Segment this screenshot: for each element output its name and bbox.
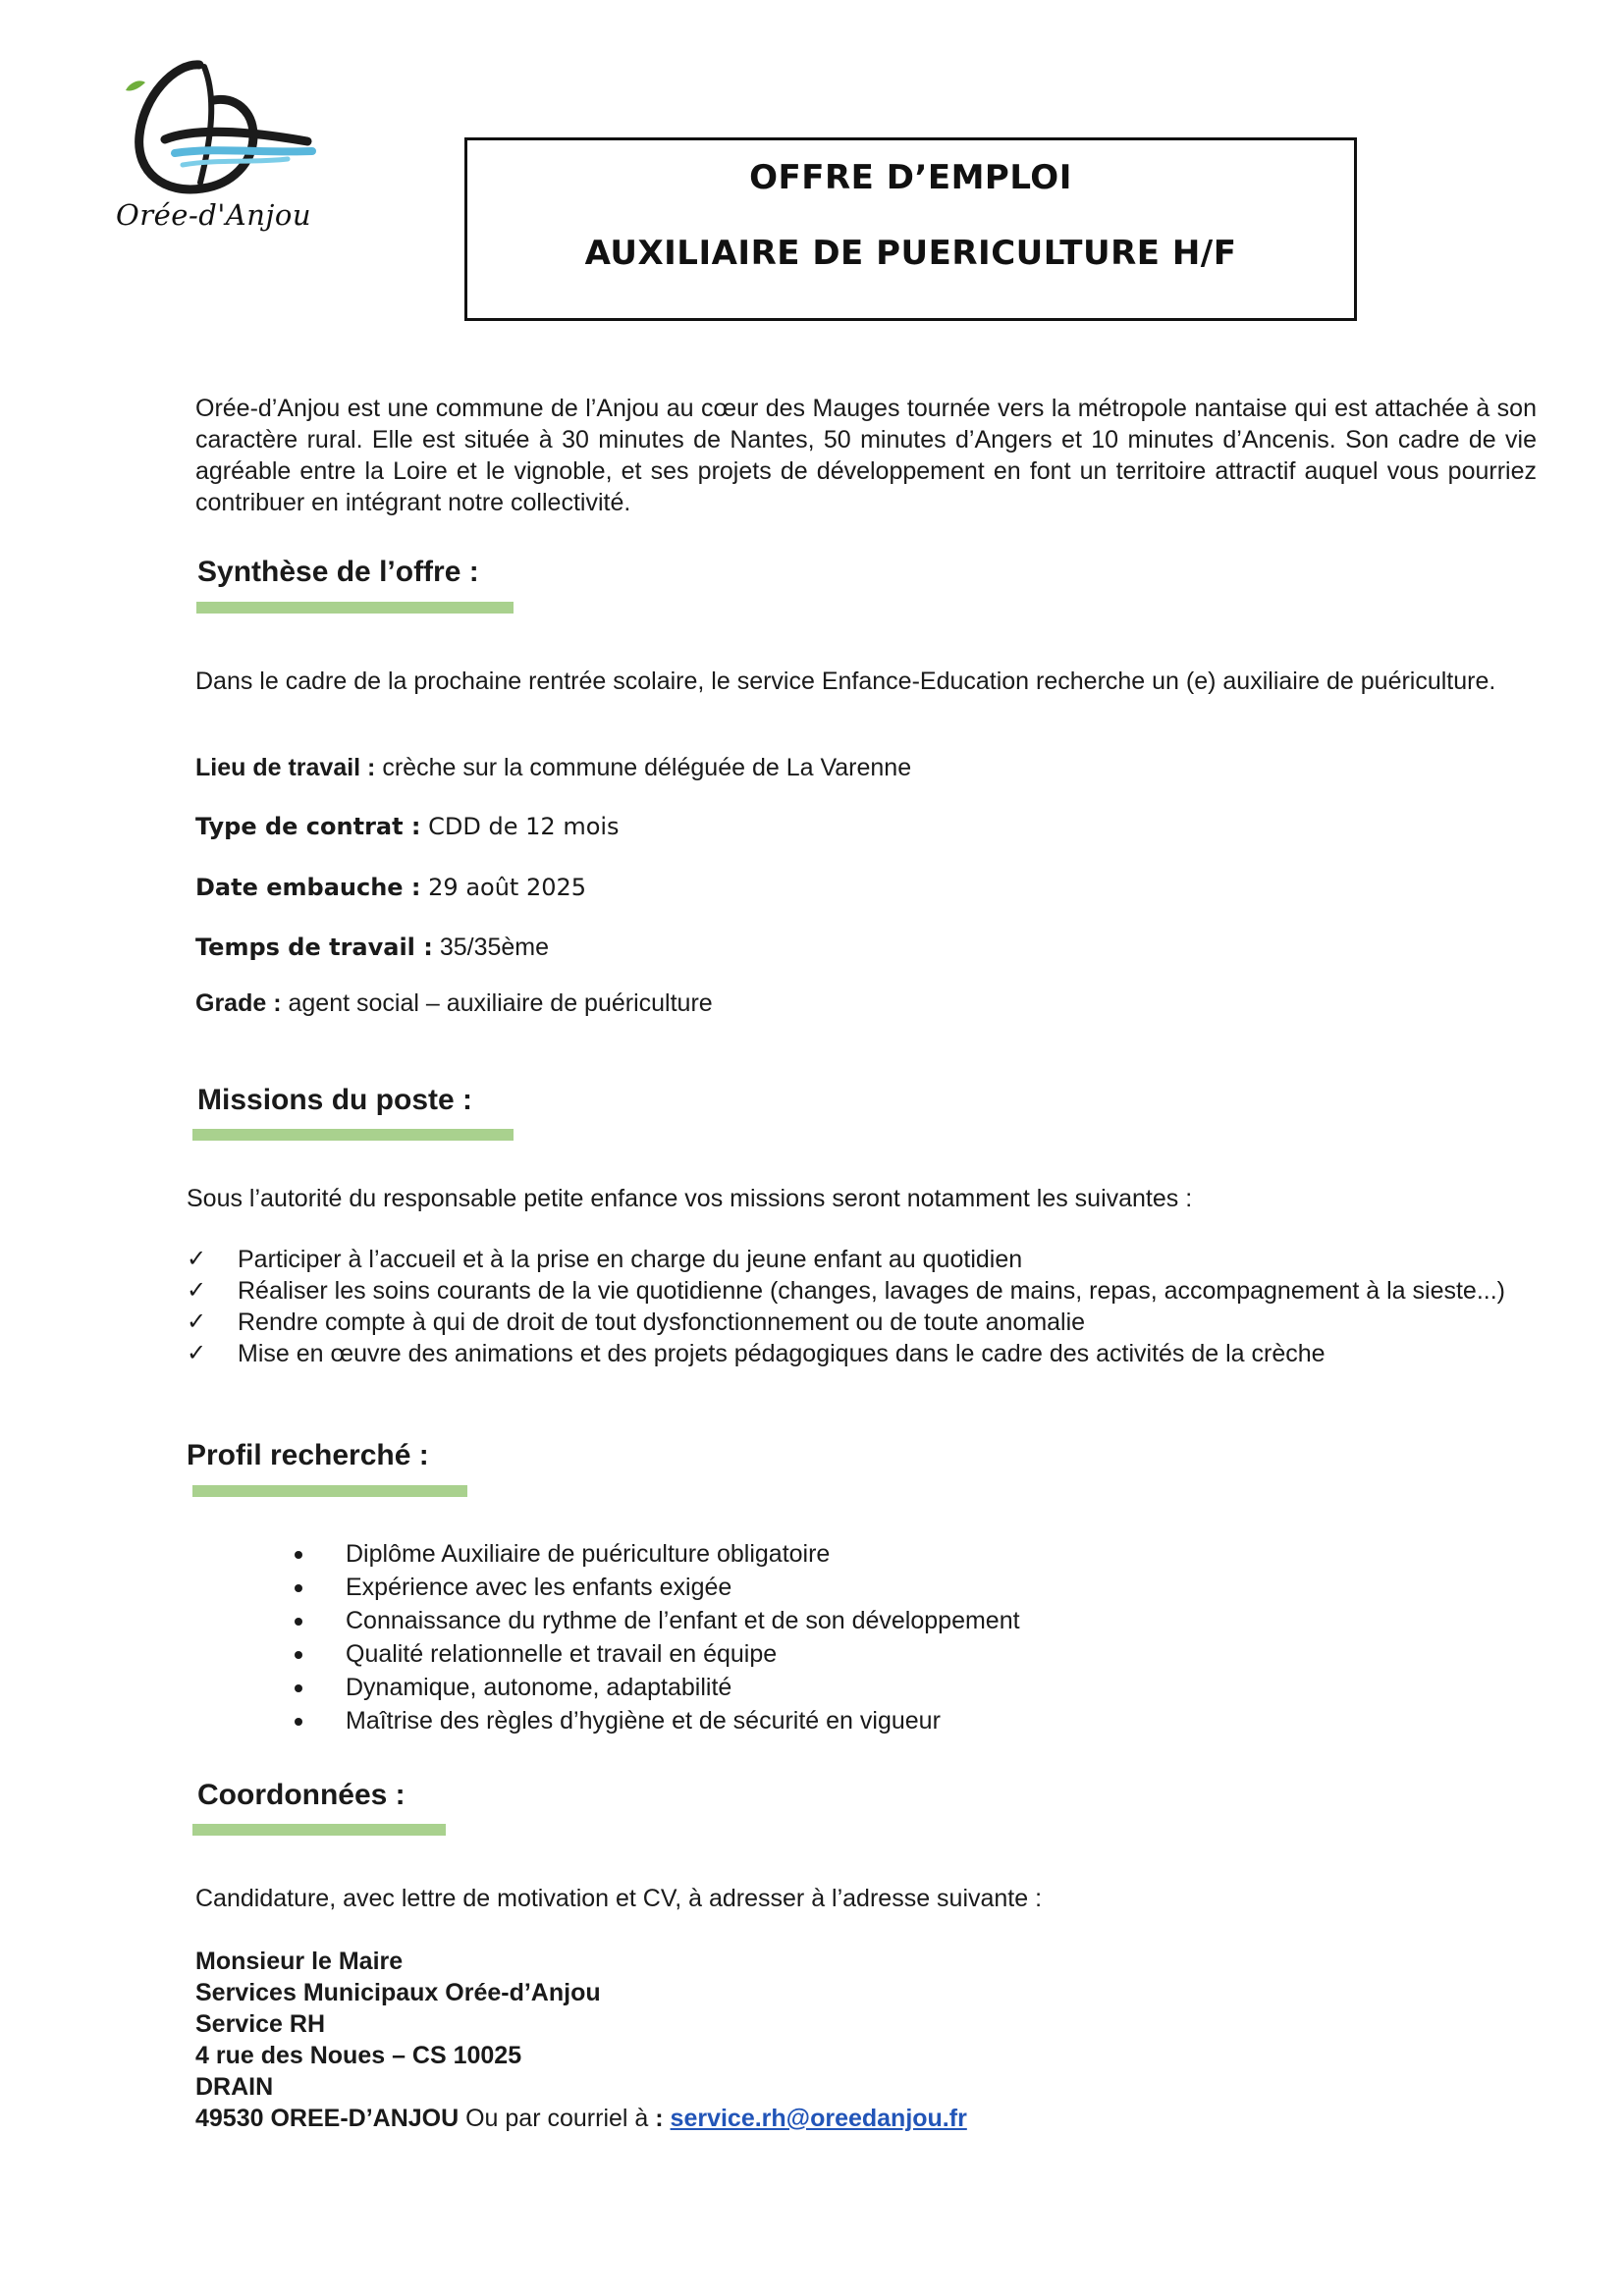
- field-grade-value: agent social – auxiliaire de puériculture: [288, 989, 713, 1017]
- field-temps: [195, 934, 549, 962]
- profil-heading: Profil recherché :: [187, 1439, 429, 1471]
- coordonnees-underline: [192, 1824, 446, 1836]
- address-line-2: Services Municipaux Orée-d’Anjou: [195, 1979, 601, 2006]
- check-icon: ✓: [187, 1246, 207, 1272]
- title-line-2: AUXILIAIRE DE PUERICULTURE H/F: [584, 234, 1237, 273]
- check-icon: ✓: [187, 1340, 207, 1366]
- bullet-icon: [295, 1684, 302, 1692]
- mission-item: ✓ Mise en œuvre des animations et des projets pédagogiques dans le cadre des activités de la crèche: [187, 1340, 1326, 1367]
- bullet-icon: [295, 1551, 302, 1559]
- missions-list: [187, 1244, 1542, 1369]
- courriel-colon: :: [655, 2105, 664, 2132]
- missions-underline: [192, 1129, 514, 1141]
- mission-item: ✓ Rendre compte à qui de droit de tout dysfonctionnement ou de toute anomalie: [187, 1308, 1086, 1336]
- courriel-text: Ou par courriel à: [465, 2105, 649, 2132]
- field-date-value: 29 août 2025: [428, 874, 587, 901]
- profil-underline: [192, 1485, 467, 1497]
- address-line-5: DRAIN: [195, 2073, 274, 2101]
- field-grade: [195, 989, 713, 1018]
- profil-item: Expérience avec les enfants exigée: [295, 1571, 1473, 1604]
- bullet-icon: [295, 1584, 302, 1592]
- field-contrat-label: Type de contrat :: [195, 813, 421, 840]
- missions-intro: Sous l’autorité du responsable petite enfance vos missions seront notamment les suivantes :: [187, 1185, 1193, 1212]
- mission-item: ✓ Participer à l’accueil et à la prise en charge du jeune enfant au quotidien: [187, 1246, 1023, 1273]
- field-lieu-label: Lieu de travail :: [195, 754, 376, 781]
- address-line-4: 4 rue des Noues – CS 10025: [195, 2042, 522, 2069]
- coordonnees-heading: Coordonnées :: [197, 1779, 406, 1811]
- field-date-label: Date embauche :: [195, 874, 421, 901]
- bullet-icon: [295, 1718, 302, 1726]
- profil-item: Dynamique, autonome, adaptabilité: [295, 1671, 1473, 1704]
- bullet-icon: [295, 1651, 302, 1659]
- field-temps-value: 35/35ème: [439, 934, 550, 961]
- profil-item: Connaissance du rythme de l’enfant et de son développement: [295, 1604, 1473, 1637]
- email-link[interactable]: service.rh@oreedanjou.fr: [670, 2105, 967, 2132]
- field-lieu-value: crèche sur la commune déléguée de La Varenne: [382, 754, 912, 781]
- mission-item: ✓ Réaliser les soins courants de la vie quotidienne (changes, lavages de mains, repas, accompagnement à la sieste...): [187, 1277, 1505, 1305]
- bullet-icon: [295, 1618, 302, 1626]
- field-temps-label: Temps de travail :: [195, 934, 433, 961]
- intro-paragraph: Orée-d’Anjou est une commune de l’Anjou au cœur des Mauges tournée vers la métropole nantaise qui est attachée à son caractère rural. Elle est située à 30 minutes de Nantes, 50 minutes d’Angers et 10 minutes d’Ancenis. Son cadre de vie agréable entre la Loire et le vignoble, et ses projets de développement en font un territoire attractif auquel vous pourriez contribuer en intégrant notre collectivité.: [195, 395, 1537, 516]
- synthese-heading: Synthèse de l’offre :: [197, 556, 479, 588]
- field-contrat-value: CDD de 12 mois: [428, 813, 620, 840]
- title-box: [464, 137, 1357, 321]
- field-lieu: [195, 754, 911, 782]
- field-contrat: [195, 813, 620, 840]
- profil-item: Maîtrise des règles d’hygiène et de sécurité en vigueur: [295, 1704, 1473, 1737]
- synthese-text: Dans le cadre de la prochaine rentrée scolaire, le service Enfance-Education recherche un (e) auxiliaire de puériculture.: [195, 667, 1496, 695]
- address-block: [195, 1946, 967, 2134]
- address-line-6: [195, 2103, 967, 2134]
- title-line-1: OFFRE D’EMPLOI: [749, 158, 1072, 197]
- missions-heading: Missions du poste :: [197, 1084, 473, 1116]
- address-line-3: Service RH: [195, 2010, 326, 2038]
- synthese-underline: [196, 602, 514, 614]
- profil-list: [295, 1537, 1473, 1737]
- field-grade-label: Grade :: [195, 989, 282, 1017]
- coordonnees-intro: Candidature, avec lettre de motivation et CV, à adresser à l’adresse suivante :: [195, 1885, 1043, 1912]
- profil-item: Diplôme Auxiliaire de puériculture obligatoire: [295, 1537, 1473, 1571]
- check-icon: ✓: [187, 1308, 207, 1335]
- address-line-1: Monsieur le Maire: [195, 1948, 404, 1975]
- profil-item: Qualité relationnelle et travail en équipe: [295, 1637, 1473, 1671]
- field-date: [195, 874, 586, 901]
- check-icon: ✓: [187, 1277, 207, 1304]
- logo-text: Orée-d'Anjou: [116, 198, 312, 232]
- address-postal: 49530 OREE-D’ANJOU: [195, 2105, 460, 2132]
